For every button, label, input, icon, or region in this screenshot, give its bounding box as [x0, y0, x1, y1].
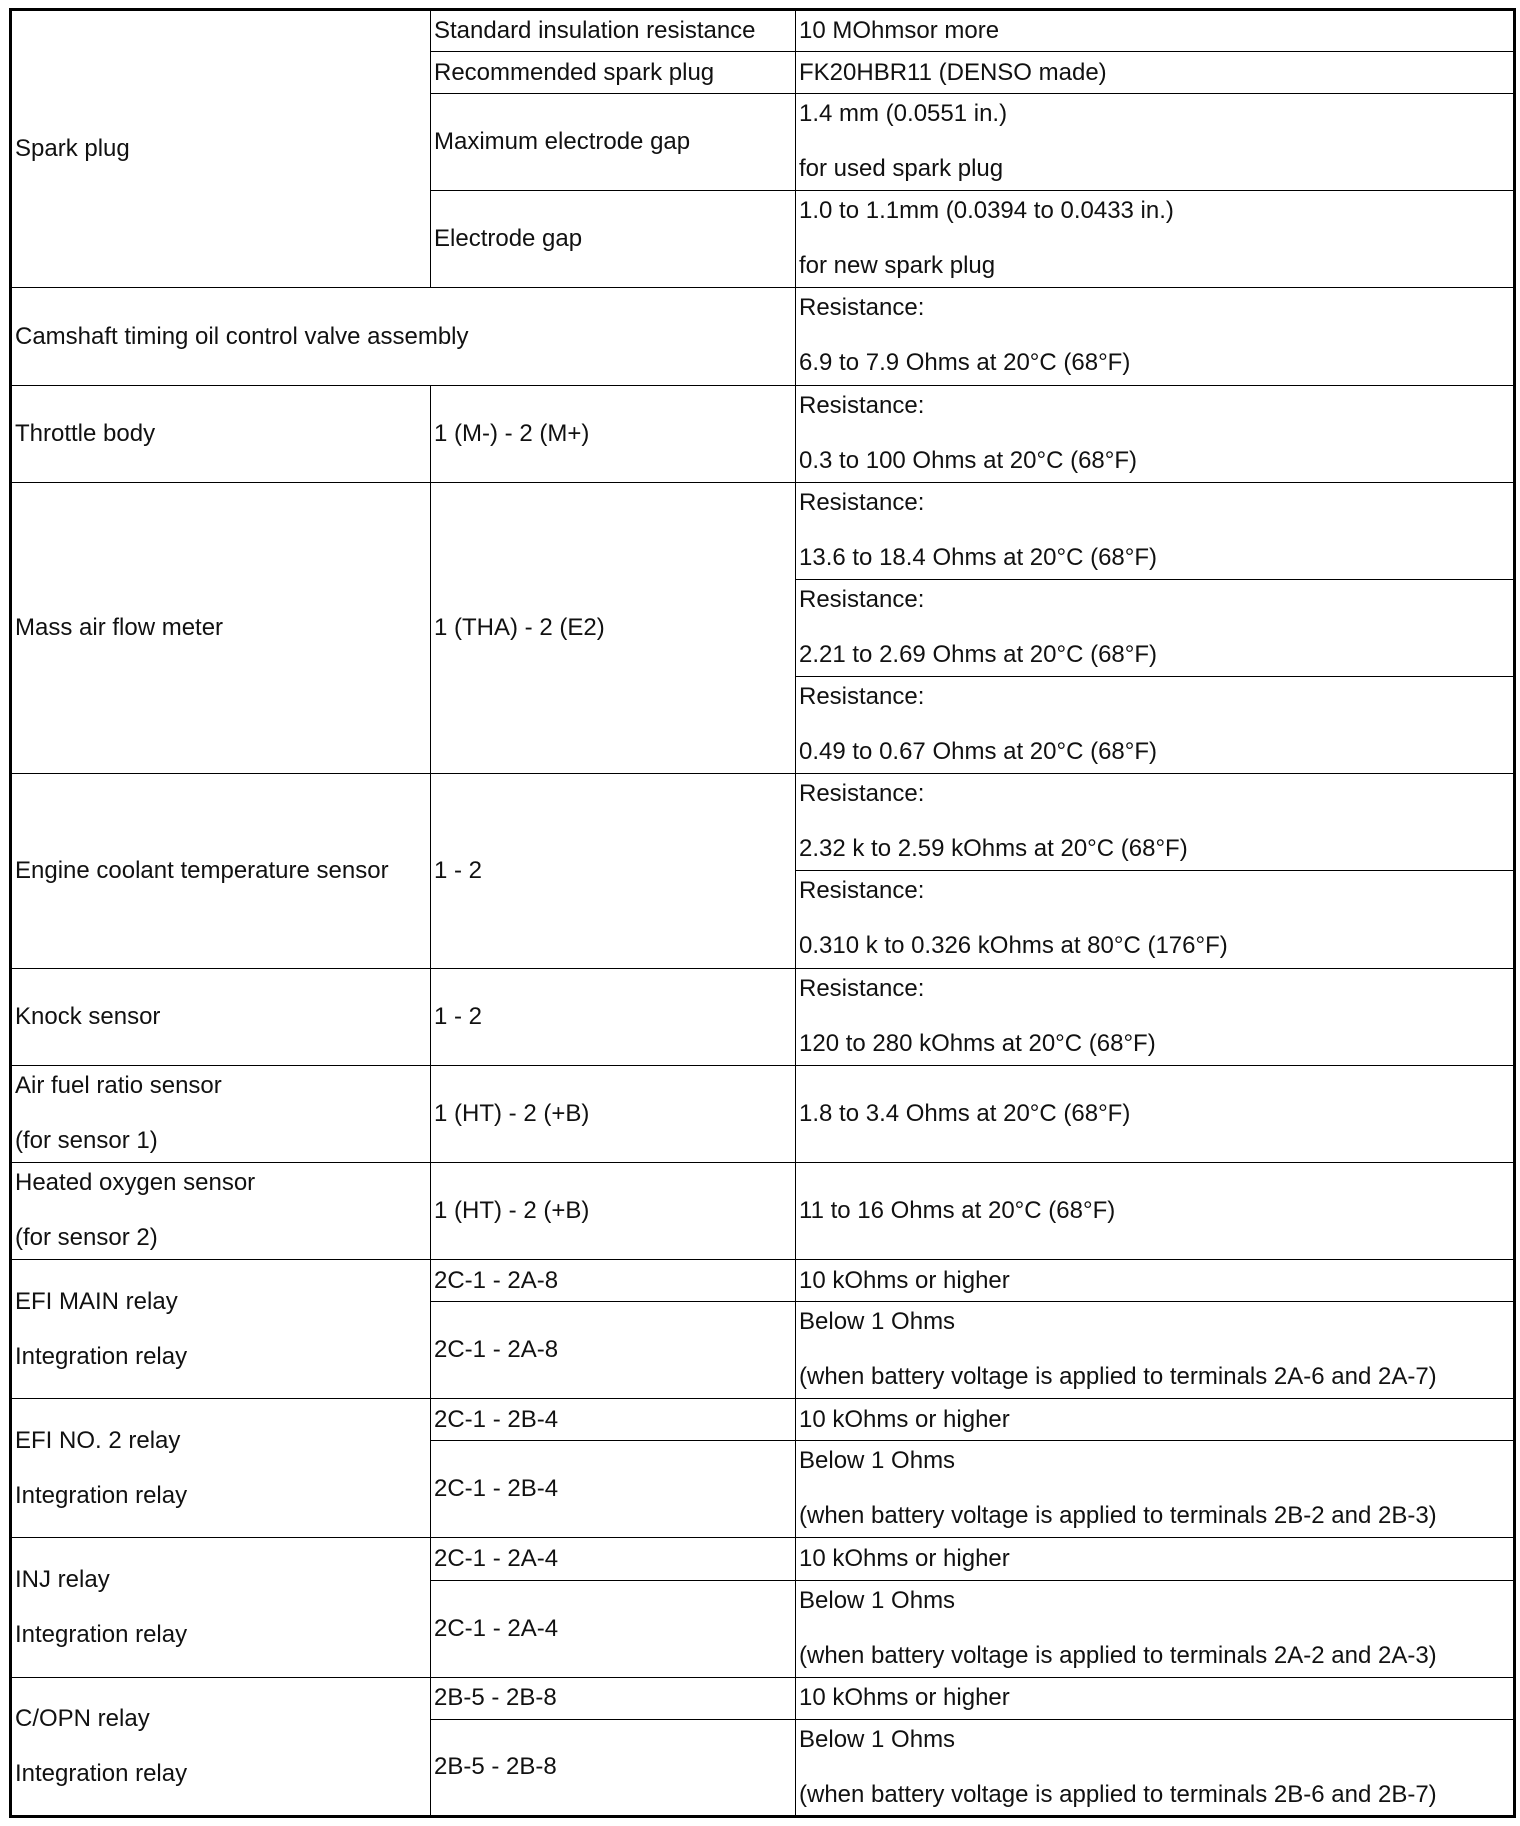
condition-cell: 1 - 2	[431, 774, 796, 968]
value-line: 1.0 to 1.1mm (0.0394 to 0.0433 in.)	[799, 197, 1174, 225]
item-line: EFI MAIN relay	[15, 1287, 178, 1315]
condition-cell: 1 (HT) - 2 (+B)	[431, 1065, 796, 1162]
condition-cell: Maximum electrode gap	[431, 94, 796, 191]
value-cell: FK20HBR11 (DENSO made)	[796, 52, 1515, 94]
value-line: Resistance:	[799, 974, 925, 1002]
condition-cell: 2C-1 - 2B-4	[431, 1399, 796, 1441]
value-cell	[796, 1580, 1515, 1677]
value-cell: 10 MOhmsor more	[796, 10, 1515, 52]
value-cell: 10 kOhms or higher	[796, 1399, 1515, 1441]
value-line: Below 1 Ohms	[799, 1308, 956, 1336]
condition-cell: Electrode gap	[431, 191, 796, 288]
value-line: (when battery voltage is applied to terminals 2A-2 and 2A-3)	[799, 1641, 1437, 1669]
table-row	[11, 1677, 1515, 1719]
value-line: Resistance:	[799, 294, 925, 322]
table-row	[11, 1162, 1515, 1259]
value-cell	[796, 968, 1515, 1065]
item-cell	[11, 1677, 431, 1816]
value-line: (when battery voltage is applied to terminals 2B-2 and 2B-3)	[799, 1502, 1437, 1530]
value-cell	[796, 1719, 1515, 1816]
condition-cell: 1 (THA) - 2 (E2)	[431, 482, 796, 773]
item-cell	[11, 1065, 431, 1162]
item-cell	[11, 1538, 431, 1677]
item-line: Air fuel ratio sensor	[15, 1071, 222, 1099]
item-line: EFI NO. 2 relay	[15, 1426, 181, 1454]
value-line: Below 1 Ohms	[799, 1586, 956, 1614]
table-row	[11, 1538, 1515, 1580]
value-line: 0.310 k to 0.326 kOhms at 80°C (176°F)	[799, 932, 1228, 960]
value-line: Resistance:	[799, 683, 925, 711]
value-line: 6.9 to 7.9 Ohms at 20°C (68°F)	[799, 349, 1131, 377]
value-line: Resistance:	[799, 488, 925, 516]
condition-cell: 2C-1 - 2A-8	[431, 1260, 796, 1302]
item-cell	[11, 1162, 431, 1259]
specification-table	[9, 8, 1516, 1818]
value-line: 2.32 k to 2.59 kOhms at 20°C (68°F)	[799, 835, 1188, 863]
value-line: Below 1 Ohms	[799, 1725, 956, 1753]
condition-cell: 2C-1 - 2B-4	[431, 1441, 796, 1538]
item-line: Heated oxygen sensor	[15, 1168, 256, 1196]
condition-cell: 1 (M-) - 2 (M+)	[431, 385, 796, 482]
item-line: (for sensor 1)	[15, 1126, 158, 1154]
value-line: (when battery voltage is applied to terminals 2A-6 and 2A-7)	[799, 1363, 1437, 1391]
table-row	[11, 1260, 1515, 1302]
value-cell	[796, 677, 1515, 774]
condition-cell: 2C-1 - 2A-8	[431, 1302, 796, 1399]
value-line: 0.49 to 0.67 Ohms at 20°C (68°F)	[799, 738, 1158, 766]
value-cell	[796, 482, 1515, 579]
value-cell: 10 kOhms or higher	[796, 1260, 1515, 1302]
value-line: 1.4 mm (0.0551 in.)	[799, 100, 1008, 128]
item-cell	[11, 1399, 431, 1538]
item-cell: Knock sensor	[11, 968, 431, 1065]
item-cell: Throttle body	[11, 385, 431, 482]
value-cell	[796, 288, 1515, 385]
table-row	[11, 1065, 1515, 1162]
value-line: (when battery voltage is applied to terminals 2B-6 and 2B-7)	[799, 1780, 1437, 1808]
value-cell	[796, 871, 1515, 968]
table-row	[11, 774, 1515, 871]
item-line: Integration relay	[15, 1621, 188, 1649]
value-cell	[796, 191, 1515, 288]
table-row	[11, 968, 1515, 1065]
value-cell	[796, 774, 1515, 871]
value-cell	[796, 579, 1515, 676]
value-line: 120 to 280 kOhms at 20°C (68°F)	[799, 1029, 1156, 1057]
condition-cell: 1 - 2	[431, 968, 796, 1065]
value-cell: 11 to 16 Ohms at 20°C (68°F)	[796, 1162, 1515, 1259]
value-line: Resistance:	[799, 780, 925, 808]
value-line: for new spark plug	[799, 252, 996, 280]
table-row	[11, 288, 1515, 385]
condition-cell: 2B-5 - 2B-8	[431, 1719, 796, 1816]
table-row	[11, 1399, 1515, 1441]
item-line: C/OPN relay	[15, 1704, 150, 1732]
value-cell: 10 kOhms or higher	[796, 1538, 1515, 1580]
table-row	[11, 385, 1515, 482]
condition-cell: 2C-1 - 2A-4	[431, 1580, 796, 1677]
item-line: (for sensor 2)	[15, 1223, 158, 1251]
condition-cell: Recommended spark plug	[431, 52, 796, 94]
value-line: Resistance:	[799, 391, 925, 419]
item-cell: Engine coolant temperature sensor	[11, 774, 431, 968]
item-cell: Spark plug	[11, 10, 431, 288]
value-cell	[796, 385, 1515, 482]
item-line: Integration relay	[15, 1759, 188, 1787]
item-line: Integration relay	[15, 1481, 188, 1509]
item-cell	[11, 1260, 431, 1399]
condition-cell: Standard insulation resistance	[431, 10, 796, 52]
value-line: Resistance:	[799, 877, 925, 905]
value-cell	[796, 94, 1515, 191]
value-cell: 10 kOhms or higher	[796, 1677, 1515, 1719]
value-line: for used spark plug	[799, 155, 1004, 183]
value-line: 2.21 to 2.69 Ohms at 20°C (68°F)	[799, 640, 1158, 668]
value-cell: 1.8 to 3.4 Ohms at 20°C (68°F)	[796, 1065, 1515, 1162]
table-row	[11, 482, 1515, 579]
item-line: Integration relay	[15, 1342, 188, 1370]
value-cell	[796, 1441, 1515, 1538]
value-line: Below 1 Ohms	[799, 1447, 956, 1475]
condition-cell: 2C-1 - 2A-4	[431, 1538, 796, 1580]
condition-cell: 1 (HT) - 2 (+B)	[431, 1162, 796, 1259]
value-line: 0.3 to 100 Ohms at 20°C (68°F)	[799, 446, 1138, 474]
table-row	[11, 10, 1515, 52]
item-line: INJ relay	[15, 1566, 110, 1594]
condition-cell: 2B-5 - 2B-8	[431, 1677, 796, 1719]
item-cell: Mass air flow meter	[11, 482, 431, 773]
value-line: Resistance:	[799, 585, 925, 613]
value-cell	[796, 1302, 1515, 1399]
item-cell: Camshaft timing oil control valve assembly	[11, 288, 796, 385]
value-line: 13.6 to 18.4 Ohms at 20°C (68°F)	[799, 543, 1158, 571]
